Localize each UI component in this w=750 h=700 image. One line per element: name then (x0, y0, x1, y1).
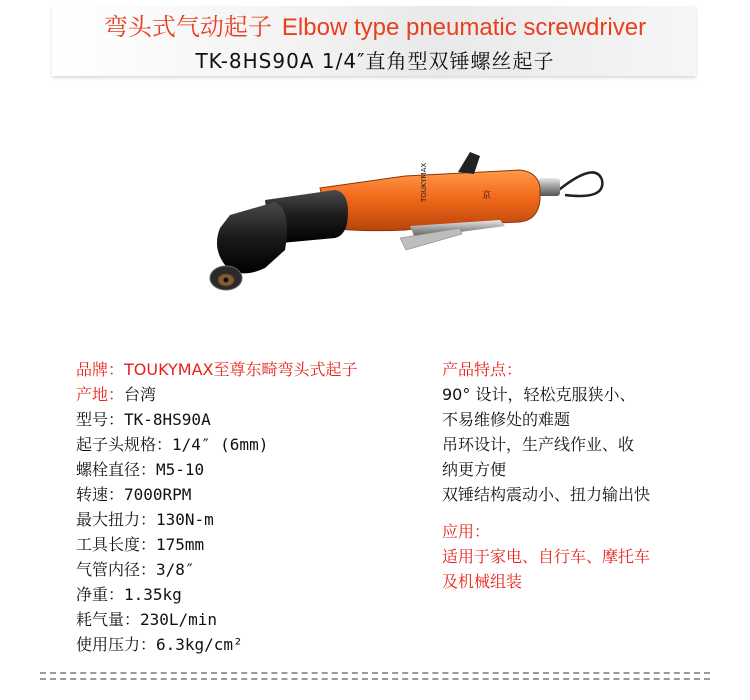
application-line: 适用于家电、自行车、摩托车 (442, 547, 651, 566)
side-mark: 京 (482, 191, 492, 201)
spec-row: 气管内径：3/8″ (76, 560, 195, 579)
spec-origin-label: 产地： (76, 385, 125, 404)
brand-print: TOUKYMAX (420, 162, 428, 202)
divider (40, 672, 710, 680)
feature-list (442, 357, 732, 594)
title-cn: 弯头式气动起子 (103, 13, 272, 41)
page-title (0, 10, 750, 45)
spec-row: 型号：TK-8HS90A (76, 410, 211, 429)
application-line: 及机械组装 (442, 572, 523, 591)
spec-row: 最大扭力：130N-m (76, 510, 214, 529)
page-subtitle: TK-8HS90A 1/4″直角型双锤螺丝起子 (195, 49, 555, 73)
feature-line: 双锤结构震动小、扭力输出快 (442, 485, 651, 504)
spec-row: 工具长度：175mm (76, 535, 205, 554)
features-heading: 产品特点： (442, 360, 523, 379)
title-en: Elbow type pneumatic screwdriver (281, 14, 647, 41)
spec-origin-value: 台湾 (124, 385, 157, 404)
spec-row: 净重：1.35kg (76, 585, 182, 604)
spec-row: 螺栓直径：M5-10 (76, 460, 205, 479)
spec-row: 转速：7000RPM (76, 485, 192, 504)
feature-line: 90° 设计，轻松克服狭小、 (442, 385, 636, 404)
reverse-knob (458, 152, 480, 174)
feature-line: 吊环设计，生产线作业、收 (442, 435, 635, 454)
spec-row: 起子头规格：1/4″ (6mm) (76, 435, 269, 454)
angle-head (217, 202, 287, 273)
feature-line: 不易维修处的难题 (442, 410, 571, 429)
feature-line: 纳更方便 (442, 460, 507, 479)
hose-loop (555, 172, 602, 196)
product-image (170, 140, 610, 320)
spec-row: 使用压力：6.3kg/cm² (76, 635, 243, 654)
spec-brand: 品牌：TOUKYMAX至尊东畸弯头式起子 (76, 360, 358, 379)
spec-origin (76, 382, 426, 407)
application-heading: 应用： (442, 522, 491, 541)
spec-list (76, 357, 426, 657)
spec-row: 耗气量：230L/min (76, 610, 218, 629)
air-fitting (538, 178, 560, 196)
